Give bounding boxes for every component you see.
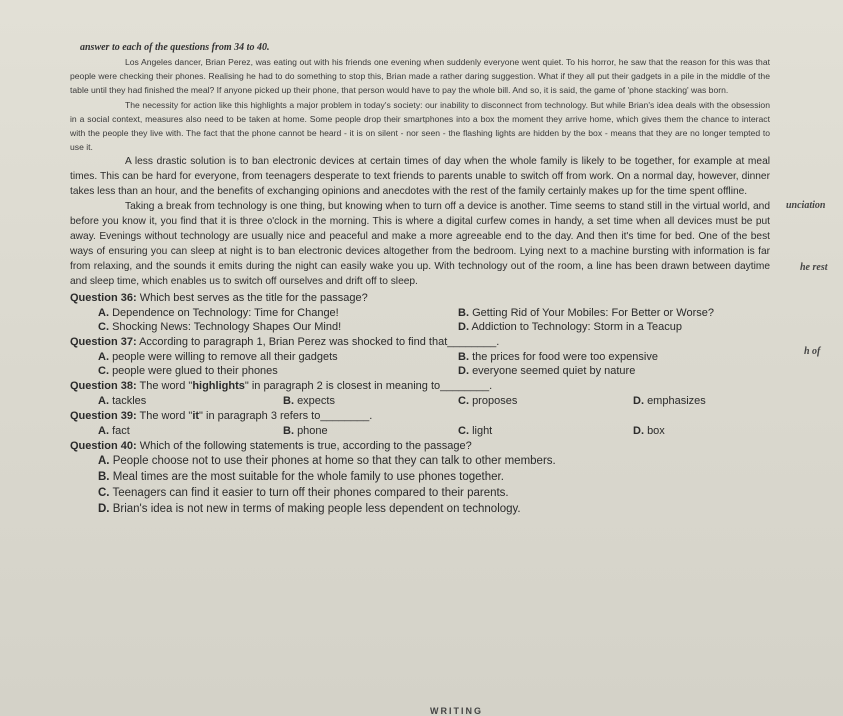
option-text: phone	[297, 425, 328, 438]
option-letter: A.	[98, 307, 109, 320]
question-39-text-before: The word "	[139, 410, 193, 423]
footer-section-label: WRITING	[430, 706, 483, 716]
option-text: proposes	[472, 395, 518, 408]
question-38-title	[70, 380, 770, 392]
question-40-option-a[interactable]	[98, 455, 798, 467]
side-fragment-1: unciation	[786, 200, 826, 211]
question-38-options	[98, 395, 770, 407]
option-text: Getting Rid of Your Mobiles: For Better or Worse?	[472, 307, 714, 320]
option-text: fact	[112, 425, 130, 438]
question-37-option-c[interactable]	[98, 365, 458, 377]
question-36-text: Which best serves as the title for the passage?	[139, 292, 368, 305]
option-letter: A.	[98, 351, 109, 364]
question-40-options	[98, 455, 770, 515]
option-text: Dependence on Technology: Time for Change!	[112, 307, 339, 320]
question-39-options	[98, 425, 770, 437]
question-37-options	[98, 351, 770, 377]
option-letter: B.	[283, 425, 294, 438]
side-fragment-2: he rest	[800, 262, 828, 273]
paragraph-4: Taking a break from technology is one thing, but knowing when to turn off a device is another. Time seems to stand still in the virtual world, and before you know it, you find that it is three o'clock in the morning. This is where a digital curfew comes in handy, a set time when all devices must be put away. Evenings without technology are usually nice and peaceful and make a more agreeable end to the day. And then it's time for bed. One of the best ways of ensuring you can sleep at night is to ban electronic devices altogether from the bedroom. Lying next to a machine bursting with information is far from relaxing, and the sounds it emits during the night can easily wake you up. With technology out of the room, a line has been drawn between daytime and sleep time, which enables us to switch off ourselves and drift off to sleep.	[70, 201, 770, 288]
option-letter: D.	[98, 503, 110, 516]
question-40-option-c[interactable]	[98, 487, 798, 499]
question-37-option-b[interactable]	[458, 351, 798, 363]
option-text: tackles	[112, 395, 147, 408]
instruction-text: answer to each of the questions from 34 to 40.	[80, 42, 270, 53]
question-36-option-b[interactable]	[458, 307, 798, 319]
option-letter: A.	[98, 425, 109, 438]
question-36-title	[70, 292, 770, 304]
question-39	[70, 410, 770, 437]
option-letter: C.	[458, 425, 469, 438]
question-37	[70, 336, 770, 377]
question-37-text: According to paragraph 1, Brian Perez was shocked to find that________.	[139, 336, 500, 349]
option-text: People choose not to use their phones at home so that they can talk to other members.	[112, 455, 556, 468]
question-39-text-after: " in paragraph 3 refers to________.	[199, 410, 373, 423]
paragraph-1: Los Angeles dancer, Brian Perez, was eating out with his friends one evening when suddenly everyone went quiet. To his horror, he saw that the reason for this was that people were checking their phones. Realising he had to do something to stop this, Brian made a rather daring suggestion. What if they all put their gadgets in a pile in the middle of the table until they had finished the meal? If anyone picked up their phone, that person would have to pay the whole bill. And so, it is said, the game of 'phone stacking' was born.	[70, 57, 770, 96]
question-37-option-d[interactable]	[458, 365, 798, 377]
question-36-label: Question 36:	[70, 292, 137, 305]
option-letter: C.	[458, 395, 469, 408]
question-40	[70, 440, 770, 515]
option-text: Shocking News: Technology Shapes Our Mind!	[112, 321, 342, 334]
option-letter: D.	[458, 321, 469, 334]
option-text: expects	[297, 395, 335, 408]
question-37-option-a[interactable]	[98, 351, 458, 363]
option-letter: C.	[98, 321, 109, 334]
paragraph-3: A less drastic solution is to ban electronic devices at certain times of day when the whole family is likely to be together, for example at meal times. This can be hard for everyone, from teenagers desperate to text friends to parents unable to switch off from work. On a normal day, however, dinner takes less than an hour, and the benefits of exchanging opinions and anecdotes with the rest of the family certainly makes up for the time spent offline.	[70, 156, 770, 198]
question-36-option-a[interactable]	[98, 307, 458, 319]
option-letter: B.	[283, 395, 294, 408]
question-37-label: Question 37:	[70, 336, 137, 349]
question-36-options	[98, 307, 770, 333]
option-text: emphasizes	[647, 395, 706, 408]
option-letter: A.	[98, 455, 110, 468]
question-39-option-a[interactable]	[98, 425, 283, 437]
option-text: Meal times are the most suitable for the whole family to use phones together.	[112, 471, 504, 484]
question-38	[70, 380, 770, 407]
question-37-title	[70, 336, 770, 348]
option-letter: D.	[633, 395, 644, 408]
question-40-label: Question 40:	[70, 440, 137, 453]
option-text: the prices for food were too expensive	[472, 351, 658, 364]
question-39-option-b[interactable]	[283, 425, 458, 437]
option-letter: B.	[98, 471, 110, 484]
question-38-keyword: highlights	[192, 380, 245, 393]
option-text: everyone seemed quiet by nature	[472, 365, 636, 378]
question-36	[70, 292, 770, 333]
option-letter: B.	[458, 351, 469, 364]
option-text: box	[647, 425, 665, 438]
option-text: people were glued to their phones	[112, 365, 278, 378]
question-39-option-c[interactable]	[458, 425, 633, 437]
option-letter: C.	[98, 487, 110, 500]
question-40-title	[70, 440, 770, 452]
question-38-option-c[interactable]	[458, 395, 633, 407]
paragraph-2: The necessity for action like this highlights a major problem in today's society: our inability to disconnect from technology. But while Brian's idea deals with the obsession in a social context, measures also need to be taken at home. Some people drop their smartphones into a box the moment they arrive home, which gives them the chance to interact with the people they live with. The fact that the phone cannot be heard - it is on silent - nor seen - the flashing lights are hidden by the box - means that they are no longer tempted to use it.	[70, 99, 770, 153]
option-letter: D.	[458, 365, 469, 378]
question-36-option-c[interactable]	[98, 321, 458, 333]
question-38-option-b[interactable]	[283, 395, 458, 407]
question-39-title	[70, 410, 770, 422]
question-38-option-a[interactable]	[98, 395, 283, 407]
question-39-option-d[interactable]	[633, 425, 793, 437]
question-38-option-d[interactable]	[633, 395, 793, 407]
option-text: Brian's idea is not new in terms of making people less dependent on technology.	[112, 503, 521, 516]
question-39-keyword: it	[192, 410, 200, 423]
question-38-text-before: The word "	[139, 380, 193, 393]
option-text: Addiction to Technology: Storm in a Teacup	[471, 321, 683, 334]
question-38-text-after: " in paragraph 2 is closest in meaning to________.	[244, 380, 493, 393]
question-40-text: Which of the following statements is true, according to the passage?	[139, 440, 472, 453]
question-40-option-b[interactable]	[98, 471, 798, 483]
document-body	[70, 42, 770, 515]
option-letter: A.	[98, 395, 109, 408]
question-38-label: Question 38:	[70, 380, 137, 393]
question-39-label: Question 39:	[70, 410, 137, 423]
question-36-option-d[interactable]	[458, 321, 798, 333]
option-text: people were willing to remove all their gadgets	[112, 351, 338, 364]
question-40-option-d[interactable]	[98, 503, 798, 515]
option-text: Teenagers can find it easier to turn off their phones compared to their parents.	[112, 487, 509, 500]
side-fragment-3: h of	[804, 346, 821, 357]
option-letter: D.	[633, 425, 644, 438]
option-letter: C.	[98, 365, 109, 378]
option-text: light	[472, 425, 493, 438]
option-letter: B.	[458, 307, 469, 320]
